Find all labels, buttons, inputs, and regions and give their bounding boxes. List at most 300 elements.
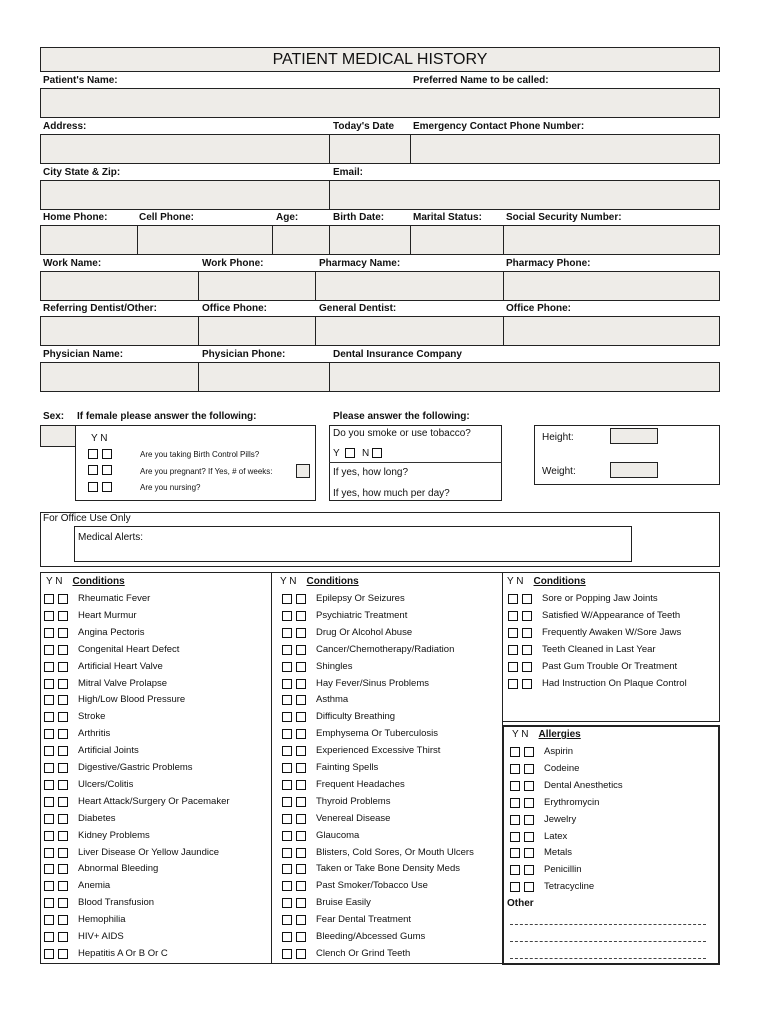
nursing-no-checkbox[interactable]: [102, 482, 112, 492]
item-label: Bleeding/Abcessed Gums: [316, 931, 426, 942]
list-item: [44, 829, 264, 846]
no-checkbox[interactable]: [524, 815, 534, 825]
list-item: [510, 745, 730, 762]
no-checkbox[interactable]: [58, 780, 68, 790]
pregnant-no-checkbox[interactable]: [102, 465, 112, 475]
item-label: Thyroid Problems: [316, 795, 391, 807]
list-item: [508, 626, 728, 643]
no-checkbox[interactable]: [58, 881, 68, 891]
nursing-question: Are you nursing?: [140, 483, 201, 492]
no-checkbox[interactable]: [522, 594, 532, 604]
no-checkbox[interactable]: [522, 628, 532, 638]
item-label: Fainting Spells: [316, 762, 379, 773]
no-checkbox[interactable]: [296, 780, 306, 790]
no-checkbox[interactable]: [296, 611, 306, 621]
list-item: [44, 710, 264, 727]
list-item: [510, 880, 730, 897]
patient-name-label: Patient's Name:: [43, 75, 118, 86]
no-checkbox[interactable]: [58, 611, 68, 621]
list-item: [44, 795, 264, 812]
list-item: [44, 879, 264, 896]
emergency-phone-field[interactable]: [410, 134, 720, 164]
no-checkbox[interactable]: [524, 832, 534, 842]
list-item: [44, 693, 264, 710]
item-label: Asthma: [316, 694, 349, 706]
email-field[interactable]: [329, 180, 720, 210]
list-item: [510, 813, 730, 830]
general-dentist-label: General Dentist:: [319, 303, 397, 314]
no-checkbox[interactable]: [296, 915, 306, 925]
list-item: [282, 609, 502, 626]
yes-checkbox[interactable]: [508, 628, 518, 638]
no-checkbox[interactable]: [58, 932, 68, 942]
no-checkbox[interactable]: [58, 712, 68, 722]
item-label: Hepatitis A Or B Or C: [78, 947, 168, 959]
yes-checkbox[interactable]: [44, 611, 54, 621]
yn-header: Y N: [512, 729, 529, 740]
no-checkbox[interactable]: [58, 763, 68, 773]
no-checkbox[interactable]: [58, 864, 68, 874]
item-label: Frequently Awaken W/Sore Jaws: [542, 626, 682, 638]
no-checkbox[interactable]: [522, 662, 532, 672]
no-checkbox[interactable]: [296, 628, 306, 638]
list-item: [44, 812, 264, 829]
dental-insurance-label: Dental Insurance Company: [333, 349, 462, 360]
yes-checkbox[interactable]: [508, 611, 518, 621]
dental-insurance-field[interactable]: [329, 362, 720, 392]
yn-header: Y N: [46, 576, 63, 587]
item-label: Hemophilia: [78, 914, 126, 926]
item-label: Erythromycin: [544, 796, 600, 808]
office-phone-label-1: Office Phone:: [202, 303, 268, 314]
work-name-field[interactable]: [40, 271, 199, 301]
item-label: Psychiatric Treatment: [316, 609, 408, 621]
item-label: Heart Attack/Surgery Or Pacemaker: [78, 795, 230, 807]
yes-checkbox[interactable]: [510, 865, 520, 875]
list-item: [282, 947, 502, 964]
yes-checkbox[interactable]: [44, 662, 54, 672]
item-label: Artificial Heart Valve: [78, 660, 163, 672]
item-label: Dental Anesthetics: [544, 779, 623, 791]
height-label: Height:: [542, 432, 574, 443]
nursing-yes-checkbox[interactable]: [88, 482, 98, 492]
home-phone-label: Home Phone:: [43, 212, 108, 223]
list-item: [44, 913, 264, 930]
item-label: Blood Transfusion: [78, 897, 155, 909]
yes-checkbox[interactable]: [44, 864, 54, 874]
no-checkbox[interactable]: [522, 679, 532, 689]
smoke-no-checkbox[interactable]: [372, 448, 382, 458]
no-checkbox[interactable]: [58, 949, 68, 959]
no-checkbox[interactable]: [58, 594, 68, 604]
yes-checkbox[interactable]: [44, 594, 54, 604]
item-label: Kidney Problems: [78, 829, 150, 841]
list-item: [510, 830, 730, 847]
birth-control-question: Are you taking Birth Control Pills?: [140, 450, 260, 459]
item-label: Past Gum Trouble Or Treatment: [542, 660, 678, 672]
list-item: [282, 862, 502, 879]
list-item: [44, 677, 264, 694]
marital-status-label: Marital Status:: [413, 212, 482, 223]
yes-checkbox[interactable]: [282, 712, 292, 722]
yes-checkbox[interactable]: [282, 695, 292, 705]
no-checkbox[interactable]: [296, 712, 306, 722]
yes-checkbox[interactable]: [282, 729, 292, 739]
list-item: [44, 930, 264, 947]
medical-alerts-box[interactable]: [74, 526, 632, 562]
todays-date-label: Today's Date: [333, 121, 395, 132]
item-label: Latex: [544, 830, 568, 842]
yes-checkbox[interactable]: [510, 798, 520, 808]
list-item: [282, 846, 502, 863]
list-item: [44, 660, 264, 677]
no-checkbox[interactable]: [58, 814, 68, 824]
item-label: Teeth Cleaned in Last Year: [542, 643, 656, 655]
conditions-title: Conditions: [306, 576, 359, 587]
yes-checkbox[interactable]: [44, 628, 54, 638]
office-phone-field-2[interactable]: [503, 316, 720, 346]
no-checkbox[interactable]: [296, 814, 306, 824]
cell-phone-label: Cell Phone:: [139, 212, 195, 223]
list-item: [282, 829, 502, 846]
yes-checkbox[interactable]: [508, 594, 518, 604]
pharmacy-name-field[interactable]: [315, 271, 504, 301]
item-label: Rheumatic Fever: [78, 593, 151, 604]
list-item: [282, 677, 502, 694]
no-checkbox[interactable]: [524, 882, 534, 892]
city-state-zip-label: City State & Zip:: [43, 167, 121, 178]
list-item: [282, 626, 502, 643]
cell-phone-field[interactable]: [137, 225, 273, 255]
list-item: [510, 779, 730, 796]
sex-field[interactable]: [40, 425, 76, 447]
yes-checkbox[interactable]: [44, 831, 54, 841]
smoke-question: Do you smoke or use tobacco?: [333, 428, 471, 439]
birth-control-yes-checkbox[interactable]: [88, 449, 98, 459]
no-checkbox[interactable]: [58, 915, 68, 925]
item-label: Congenital Heart Defect: [78, 643, 180, 655]
ssn-field[interactable]: [503, 225, 720, 255]
referring-dentist-label: Referring Dentist/Other:: [43, 303, 157, 314]
no-checkbox[interactable]: [58, 679, 68, 689]
list-item: [44, 744, 264, 761]
no-checkbox[interactable]: [296, 949, 306, 959]
item-label: Mitral Valve Prolapse: [78, 677, 168, 689]
work-phone-field[interactable]: [198, 271, 316, 301]
item-label: Angina Pectoris: [78, 626, 145, 638]
marital-status-field[interactable]: [410, 225, 504, 255]
yes-checkbox[interactable]: [282, 848, 292, 858]
preferred-name-label: Preferred Name to be called:: [413, 75, 549, 86]
yes-checkbox[interactable]: [44, 780, 54, 790]
no-checkbox[interactable]: [58, 695, 68, 705]
yes-checkbox[interactable]: [44, 881, 54, 891]
smoke-how-much: If yes, how much per day?: [333, 488, 450, 499]
no-checkbox[interactable]: [296, 932, 306, 942]
age-field[interactable]: [272, 225, 330, 255]
no-checkbox[interactable]: [522, 611, 532, 621]
page-title: PATIENT MEDICAL HISTORY: [40, 47, 720, 72]
ssn-label: Social Security Number:: [506, 212, 622, 223]
other-line-1[interactable]: [510, 924, 706, 925]
yes-checkbox[interactable]: [510, 848, 520, 858]
item-label: Emphysema Or Tuberculosis: [316, 728, 438, 740]
yes-checkbox[interactable]: [508, 645, 518, 655]
birth-control-no-checkbox[interactable]: [102, 449, 112, 459]
office-phone-field-1[interactable]: [198, 316, 316, 346]
list-item: [44, 761, 264, 778]
smoke-yes-checkbox[interactable]: [345, 448, 355, 458]
physician-phone-label: Physician Phone:: [202, 349, 286, 360]
list-item: [282, 727, 502, 744]
no-checkbox[interactable]: [58, 645, 68, 655]
list-item: [508, 660, 728, 677]
item-label: Liver Disease Or Yellow Jaundice: [78, 846, 219, 858]
yes-checkbox[interactable]: [282, 645, 292, 655]
no-checkbox[interactable]: [296, 645, 306, 655]
list-item: [282, 913, 502, 930]
physician-name-field[interactable]: [40, 362, 199, 392]
yes-checkbox[interactable]: [44, 932, 54, 942]
yes-checkbox[interactable]: [282, 864, 292, 874]
no-checkbox[interactable]: [524, 865, 534, 875]
list-item: [44, 778, 264, 795]
no-checkbox[interactable]: [296, 662, 306, 672]
no-checkbox[interactable]: [524, 798, 534, 808]
office-phone-label-2: Office Phone:: [506, 303, 572, 314]
no-checkbox[interactable]: [296, 848, 306, 858]
item-label: Ulcers/Colitis: [78, 778, 134, 790]
yn-header: Y N: [280, 576, 297, 587]
yes-checkbox[interactable]: [282, 881, 292, 891]
item-label: Venereal Disease: [316, 812, 391, 824]
general-dentist-field[interactable]: [315, 316, 504, 346]
smoke-heading: Please answer the following:: [333, 411, 470, 422]
yes-checkbox[interactable]: [510, 882, 520, 892]
yes-checkbox[interactable]: [282, 932, 292, 942]
yes-checkbox[interactable]: [282, 662, 292, 672]
list-item: [282, 778, 502, 795]
yes-checkbox[interactable]: [508, 662, 518, 672]
yes-checkbox[interactable]: [282, 915, 292, 925]
pharmacy-phone-field[interactable]: [503, 271, 720, 301]
list-item: [510, 863, 730, 880]
weight-field[interactable]: [610, 462, 658, 478]
list-item: [282, 693, 502, 710]
list-item: [44, 643, 264, 660]
referring-dentist-field[interactable]: [40, 316, 199, 346]
no-checkbox[interactable]: [58, 831, 68, 841]
conditions-title: Conditions: [533, 576, 586, 587]
conditions-col3-header: [507, 576, 586, 588]
yes-checkbox[interactable]: [44, 695, 54, 705]
item-label: Metals: [544, 847, 572, 859]
allergies-header: [512, 729, 581, 741]
no-checkbox[interactable]: [58, 729, 68, 739]
physician-phone-field[interactable]: [198, 362, 330, 392]
pharmacy-name-label: Pharmacy Name:: [319, 258, 401, 269]
no-checkbox[interactable]: [296, 898, 306, 908]
yes-checkbox[interactable]: [282, 780, 292, 790]
no-checkbox[interactable]: [296, 729, 306, 739]
list-item: [44, 896, 264, 913]
conditions-col1-header: [46, 576, 125, 588]
birth-date-field[interactable]: [329, 225, 411, 255]
yes-checkbox[interactable]: [44, 645, 54, 655]
yes-checkbox[interactable]: [44, 949, 54, 959]
yes-checkbox[interactable]: [44, 915, 54, 925]
no-checkbox[interactable]: [58, 662, 68, 672]
office-use-heading: For Office Use Only: [43, 513, 131, 524]
item-label: Past Smoker/Tobacco Use: [316, 880, 428, 892]
list-item: [282, 761, 502, 778]
yes-checkbox[interactable]: [282, 814, 292, 824]
yes-checkbox[interactable]: [510, 815, 520, 825]
yes-checkbox[interactable]: [44, 898, 54, 908]
item-label: Penicillin: [544, 864, 582, 876]
item-label: Blisters, Cold Sores, Or Mouth Ulcers: [316, 846, 474, 858]
list-item: [282, 643, 502, 660]
other-label: Other: [507, 898, 534, 909]
city-state-zip-field[interactable]: [40, 180, 330, 210]
yes-checkbox[interactable]: [282, 763, 292, 773]
item-label: Abnormal Bleeding: [78, 863, 159, 875]
no-checkbox[interactable]: [58, 898, 68, 908]
patient-name-field[interactable]: [40, 88, 720, 118]
birth-date-label: Birth Date:: [333, 212, 385, 223]
home-phone-field[interactable]: [40, 225, 138, 255]
yes-checkbox[interactable]: [282, 679, 292, 689]
yes-checkbox[interactable]: [44, 814, 54, 824]
list-item: [44, 609, 264, 626]
item-label: Aspirin: [544, 746, 574, 757]
yes-checkbox[interactable]: [282, 898, 292, 908]
list-item: [508, 643, 728, 660]
list-item: [282, 710, 502, 727]
yes-checkbox[interactable]: [282, 628, 292, 638]
smoke-y-label: Y: [333, 448, 340, 459]
yes-checkbox[interactable]: [510, 764, 520, 774]
item-label: Taken or Take Bone Density Meds: [316, 863, 460, 875]
yes-checkbox[interactable]: [44, 712, 54, 722]
list-item: [282, 660, 502, 677]
no-checkbox[interactable]: [522, 645, 532, 655]
no-checkbox[interactable]: [296, 864, 306, 874]
list-item: [44, 947, 264, 964]
item-label: HIV+ AIDS: [78, 931, 124, 942]
item-label: Jewelry: [544, 813, 577, 825]
list-item: [510, 762, 730, 779]
yes-checkbox[interactable]: [44, 729, 54, 739]
no-checkbox[interactable]: [524, 781, 534, 791]
yes-checkbox[interactable]: [282, 797, 292, 807]
yes-checkbox[interactable]: [44, 797, 54, 807]
yes-checkbox[interactable]: [282, 594, 292, 604]
todays-date-field[interactable]: [329, 134, 411, 164]
female-heading: If female please answer the following:: [77, 411, 257, 422]
item-label: Artificial Joints: [78, 745, 139, 757]
item-label: Heart Murmur: [78, 609, 137, 621]
item-label: Stroke: [78, 711, 106, 723]
list-item: [282, 879, 502, 896]
pregnant-question: Are you pregnant? If Yes, # of weeks:: [140, 467, 273, 476]
pharmacy-phone-label: Pharmacy Phone:: [506, 258, 591, 269]
no-checkbox[interactable]: [524, 747, 534, 757]
yes-checkbox[interactable]: [510, 747, 520, 757]
no-checkbox[interactable]: [296, 746, 306, 756]
no-checkbox[interactable]: [296, 797, 306, 807]
age-label: Age:: [276, 212, 299, 223]
yes-checkbox[interactable]: [510, 781, 520, 791]
address-field[interactable]: [40, 134, 330, 164]
item-label: Tetracycline: [544, 881, 595, 893]
yes-checkbox[interactable]: [282, 611, 292, 621]
yes-checkbox[interactable]: [510, 832, 520, 842]
list-item: [508, 592, 728, 609]
item-label: Codeine: [544, 762, 580, 774]
email-label: Email:: [333, 167, 364, 178]
yes-checkbox[interactable]: [44, 763, 54, 773]
no-checkbox[interactable]: [524, 848, 534, 858]
yn-header: Y N: [507, 576, 524, 587]
list-item: [510, 796, 730, 813]
list-item: [44, 727, 264, 744]
list-item: [282, 744, 502, 761]
list-item: [508, 677, 728, 694]
yes-checkbox[interactable]: [44, 848, 54, 858]
no-checkbox[interactable]: [296, 594, 306, 604]
yes-checkbox[interactable]: [282, 949, 292, 959]
item-label: Shingles: [316, 660, 353, 672]
no-checkbox[interactable]: [296, 881, 306, 891]
no-checkbox[interactable]: [296, 695, 306, 705]
list-item: [282, 812, 502, 829]
no-checkbox[interactable]: [58, 628, 68, 638]
emergency-phone-label: Emergency Contact Phone Number:: [413, 121, 585, 132]
no-checkbox[interactable]: [296, 679, 306, 689]
sex-label: Sex:: [43, 411, 65, 422]
no-checkbox[interactable]: [58, 848, 68, 858]
yes-checkbox[interactable]: [282, 746, 292, 756]
no-checkbox[interactable]: [58, 797, 68, 807]
item-label: Drug Or Alcohol Abuse: [316, 626, 413, 638]
no-checkbox[interactable]: [296, 763, 306, 773]
item-label: Fear Dental Treatment: [316, 914, 412, 926]
no-checkbox[interactable]: [58, 746, 68, 756]
medical-alerts-label: Medical Alerts:: [78, 532, 144, 543]
smoke-divider: [329, 462, 502, 463]
physician-name-label: Physician Name:: [43, 349, 124, 360]
pregnant-yes-checkbox[interactable]: [88, 465, 98, 475]
weight-label: Weight:: [542, 466, 576, 477]
yes-checkbox[interactable]: [508, 679, 518, 689]
conditions-col2-header: [280, 576, 359, 588]
no-checkbox[interactable]: [296, 831, 306, 841]
no-checkbox[interactable]: [524, 764, 534, 774]
smoke-how-long: If yes, how long?: [333, 467, 409, 478]
item-label: Arthritis: [78, 728, 111, 740]
yes-checkbox[interactable]: [44, 679, 54, 689]
other-line-2[interactable]: [510, 941, 706, 942]
yes-checkbox[interactable]: [282, 831, 292, 841]
height-field[interactable]: [610, 428, 658, 444]
weeks-pregnant-field[interactable]: [296, 464, 310, 478]
list-item: [282, 795, 502, 812]
item-label: Satisfied W/Appearance of Teeth: [542, 609, 681, 621]
other-line-3[interactable]: [510, 958, 706, 959]
yes-checkbox[interactable]: [44, 746, 54, 756]
conditions-title: Conditions: [72, 576, 125, 587]
